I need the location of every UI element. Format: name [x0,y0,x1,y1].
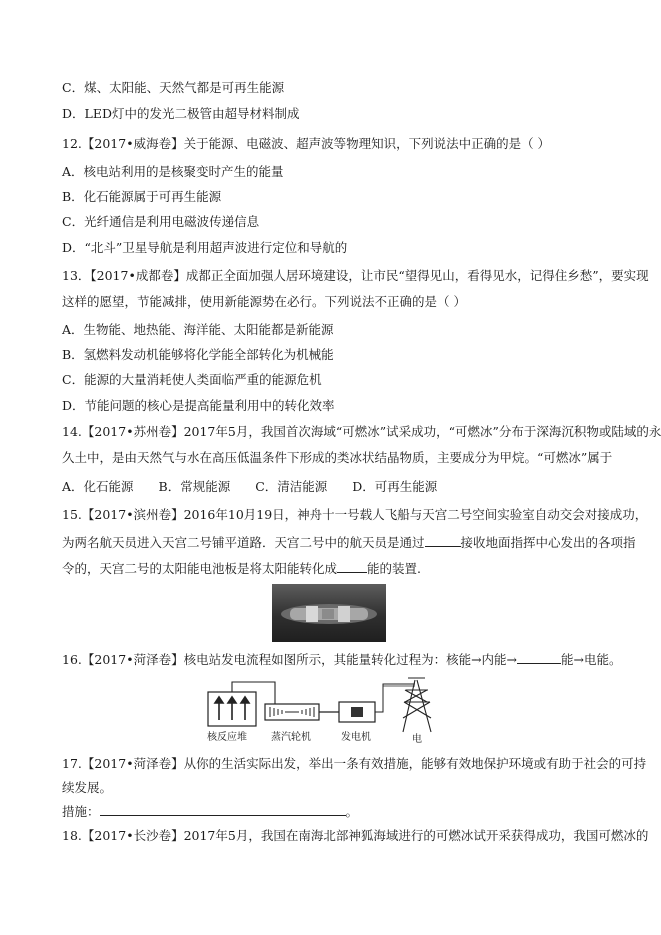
question-16 [62,651,622,668]
question-14-line1: 14.【2017•苏州卷】2017年5月，我国首次海域“可燃冰”试采成功，“可燃冰”分布于深海沉积物或陆域的永 [62,424,661,439]
q15-text-3b: 能的装置. [367,561,421,576]
grid-label: 电 [412,734,422,745]
q15-blank-2 [337,560,367,573]
reactor-arrows-icon [215,697,249,720]
question-13-line1: 13．【2017•成都卷】成都正全面加强人居环境建设，让市民“望得见山，看得见水，记得住乡愁”，要实现 [62,268,649,283]
measure-label: 措施： [62,804,100,819]
line-c-option: C．煤、太阳能、天然气都是可再生能源 [62,80,285,95]
question-13-line2: 这样的愿望，节能减排，使用新能源势在必行。下列说法不正确的是（ ） [62,294,466,309]
q12-option-c: C．光纤通信是利用电磁波传递信息 [62,214,260,229]
reactor-label: 核反应堆 [207,732,247,743]
measure-end: 。 [345,804,359,819]
q15-text-2b: 接收地面指挥中心发出的各项指 [460,535,636,550]
q15-text-2a: 为两名航天员进入天宫二号铺平道路．天宫二号中的航天员是通过 [62,535,425,550]
question-15-line3 [62,560,421,577]
q13-option-a: A．生物能、地热能、海洋能、太阳能都是新能源 [62,322,334,337]
question-15-line1: 15.【2017•滨州卷】2016年10月19日，神舟十一号载人飞船与天宫二号空间实验室自动交会对接成功， [62,507,648,522]
q15-blank-1 [425,534,461,547]
question-15-line2 [62,534,636,551]
question-17-line2: 续发展。 [62,780,113,795]
q16-text-b: 能→电能。 [561,652,622,667]
pipe-line [232,682,275,704]
q14-options: A．化石能源 B．常规能源 C．清洁能源 D．可再生能源 [62,479,438,494]
question-18-line1: 18.【2017•长沙卷】2017年5月，我国在南海北部神狐海域进行的可燃冰试开采获得成功，我国可燃冰的 [62,828,649,843]
q12-option-b: B．化石能源属于可再生能源 [62,189,222,204]
q16-blank [517,651,561,664]
turbine-label: 蒸汽轮机 [271,732,311,743]
measure-answer-blank [100,803,346,816]
q15-text-3a: 令的，天宫二号的太阳能电池板是将太阳能转化成 [62,561,338,576]
q12-option-a: A．核电站利用的是核聚变时产生的能量 [62,164,284,179]
turbine-blades-icon [270,707,314,717]
question-12: 12.【2017•威海卷】关于能源、电磁波、超声波等物理知识，下列说法中正确的是（ ） [62,136,551,151]
q12-option-d: D．“北斗”卫星导航是利用超声波进行定位和导航的 [62,240,348,255]
power-plant-diagram [205,672,445,745]
q13-option-b: B．氢燃料发动机能够将化学能全部转化为机械能 [62,347,334,362]
spacecraft-photo [272,584,386,642]
q13-option-d: D．节能问题的核心是提高能量利用中的转化效率 [62,398,335,413]
question-17-line3 [62,803,358,820]
q13-option-c: C．能源的大量消耗使人类面临严重的能源危机 [62,372,322,387]
question-14-line2: 久土中，是由天然气与水在高压低温条件下形成的类冰状结晶物质，主要成分为甲烷。“可燃冰”属于 [62,450,613,465]
question-17-line1: 17.【2017•菏泽卷】从你的生活实际出发，举出一条有效措施，能够有效地保护环境或有助于社会的可持 [62,756,647,771]
q16-text-a: 16.【2017•菏泽卷】核电站发电流程如图所示，其能量转化过程为：核能→内能→ [62,652,518,667]
line-d-option: D．LED灯中的发光二极管由超导材料制成 [62,106,300,121]
generator-label: 发电机 [341,732,371,743]
